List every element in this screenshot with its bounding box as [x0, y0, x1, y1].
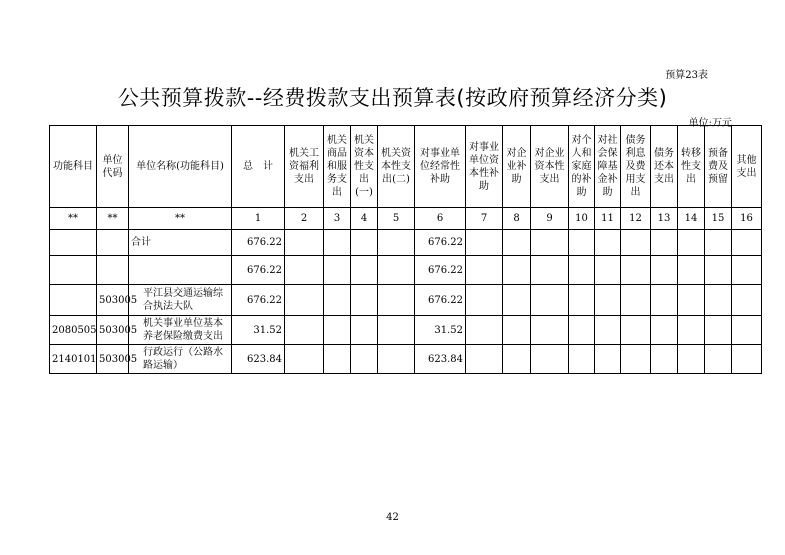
col-index: 3: [324, 208, 351, 230]
col-header: 对事业单位经常性补助: [415, 126, 466, 208]
col-header: 机关商品和服务支出: [324, 126, 351, 208]
unit-name-cell: 合计: [129, 230, 232, 256]
total-cell: 31.52: [232, 316, 285, 345]
col-header: 对企业资本性支出: [531, 126, 569, 208]
col-index: 4: [351, 208, 378, 230]
col-index: 1: [232, 208, 285, 230]
col-index: **: [129, 208, 232, 230]
col-index: 9: [531, 208, 569, 230]
col-header: 其他支出: [732, 126, 762, 208]
table-row: [50, 316, 762, 345]
function-code-cell: 2140101: [50, 345, 97, 374]
col-index: 16: [732, 208, 762, 230]
col-header: 单位代码: [97, 126, 129, 208]
col-header: 对事业单位资本性补助: [466, 126, 503, 208]
budget-table: [49, 125, 762, 374]
table-row: [50, 285, 762, 316]
total-cell: 676.22: [232, 230, 285, 256]
col-index: 8: [503, 208, 531, 230]
function-code-cell: [50, 230, 97, 256]
unit-code-cell: [97, 230, 129, 256]
col-header: 对个人和家庭的补助: [569, 126, 595, 208]
col-header: 机关资本性支出(一): [351, 126, 378, 208]
unit-code-cell: [97, 256, 129, 285]
header-row: [50, 126, 762, 208]
institution-subsidy-cell: 676.22: [415, 256, 466, 285]
col-index: 13: [651, 208, 678, 230]
unit-name-cell: 行政运行（公路水路运输）: [129, 345, 232, 374]
col-index: 7: [466, 208, 503, 230]
institution-subsidy-cell: 676.22: [415, 285, 466, 316]
col-header: 债务还本支出: [651, 126, 678, 208]
col-header: 机关工资福利支出: [285, 126, 324, 208]
col-index: 2: [285, 208, 324, 230]
unit-name-cell: 平江县交通运输综合执法大队: [129, 285, 232, 316]
col-index: **: [97, 208, 129, 230]
unit-name-cell: [129, 256, 232, 285]
table-row: [50, 256, 762, 285]
col-index: 14: [678, 208, 705, 230]
unit-code-cell: 503005: [97, 285, 129, 316]
total-cell: 676.22: [232, 256, 285, 285]
col-header: 机关资本性支出(二): [378, 126, 415, 208]
col-header: 对社会保障基金补助: [595, 126, 621, 208]
function-code-cell: 2080505: [50, 316, 97, 345]
table-row: [50, 345, 762, 374]
col-header: 预备费及预留: [705, 126, 732, 208]
institution-subsidy-cell: 676.22: [415, 230, 466, 256]
col-index: 15: [705, 208, 732, 230]
function-code-cell: [50, 256, 97, 285]
total-cell: 676.22: [232, 285, 285, 316]
subheader-row: [50, 208, 762, 230]
page-title: 公共预算拨款--经费拨款支出预算表(按政府预算经济分类): [117, 86, 668, 110]
unit-code-cell: 503005: [97, 316, 129, 345]
unit-label: 单位:万元: [688, 118, 732, 129]
page-number: 42: [386, 512, 399, 523]
unit-code-cell: 503005: [97, 345, 129, 374]
col-header: 总 计: [232, 126, 285, 208]
table-row: [50, 230, 762, 256]
total-cell: 623.84: [232, 345, 285, 374]
col-index: 5: [378, 208, 415, 230]
col-index: **: [50, 208, 97, 230]
table-code: 预算23表: [665, 70, 708, 81]
institution-subsidy-cell: 623.84: [415, 345, 466, 374]
unit-name-cell: 机关事业单位基本养老保险缴费支出: [129, 316, 232, 345]
col-header: 转移性支出: [678, 126, 705, 208]
col-header: 对企业补助: [503, 126, 531, 208]
col-index: 12: [621, 208, 651, 230]
col-header: 功能科目: [50, 126, 97, 208]
institution-subsidy-cell: 31.52: [415, 316, 466, 345]
col-header: 债务利息及费用支出: [621, 126, 651, 208]
col-index: 10: [569, 208, 595, 230]
function-code-cell: [50, 285, 97, 316]
col-index: 11: [595, 208, 621, 230]
col-header: 单位名称(功能科目): [129, 126, 232, 208]
col-index: 6: [415, 208, 466, 230]
